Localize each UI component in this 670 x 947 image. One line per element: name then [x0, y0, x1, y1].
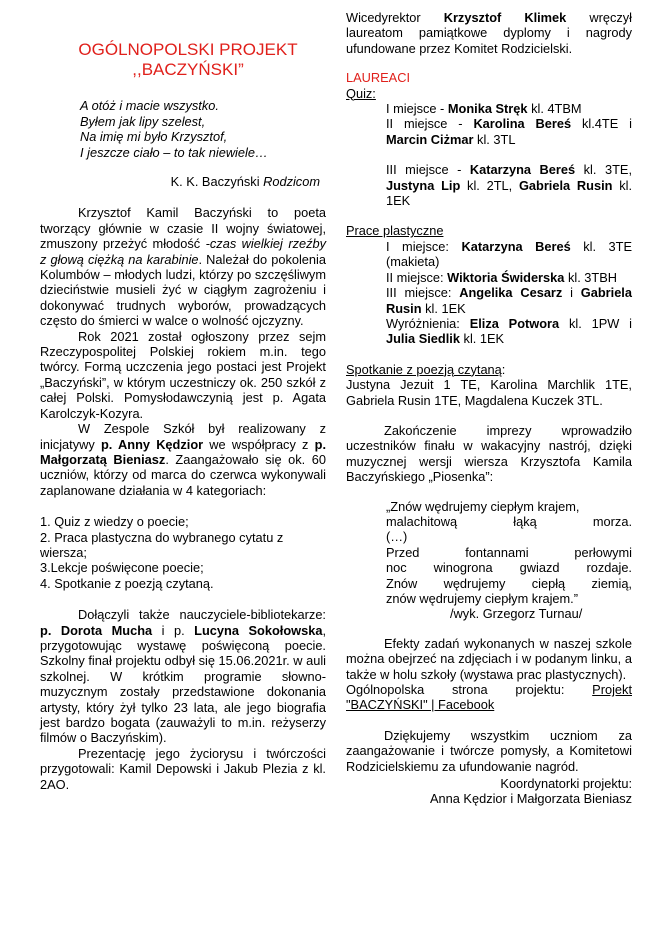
laureates-heading: LAUREACI — [346, 70, 411, 86]
paragraph-finale: Zakończenie imprezy wprowadziło uczestników finału w wakacyjny nastrój, dzięki muzycznej wersji wiersza Krzysztofa Kamila Baczyńskiego „Piosenka”: — [346, 422, 632, 485]
quiz-results — [386, 101, 632, 208]
song-line: Przed fontannami perłowymi — [386, 544, 632, 560]
text-run: we współpracy z — [203, 436, 315, 452]
art-place-3: III miejsce: Angelika Cesarz i Gabriela Rusin kl. 1EK — [386, 285, 632, 316]
meeting-participants: Justyna Jezuit 1 TE, Karolina Marchlik 1TE, Gabriela Rusin 1TE, Magdalena Kuczek 3TL. — [346, 377, 632, 408]
text-run: . Należał do pokolenia Kolumbów – młodych ludzi, którzy po szczęśliwym dzieciństwie musieli żyć w ciągłym zagrożeniu i dokonywać trudnych wyborów, prowadzących często do śmierci w walce o wolność ojczyzny. — [40, 251, 326, 329]
text-run: wręczył laureatom pamiątkowe dyplomy i nagrody ufundowane przez Komitet Rodzicielski. — [346, 10, 632, 56]
category-item: 2. Praca plastyczna do wybranego cytatu z wiersza; — [40, 529, 284, 560]
coordinators-title: Koordynatorki projektu: — [500, 776, 632, 792]
title-line-1: OGÓLNOPOLSKI PROJEKT — [78, 40, 298, 59]
title-line-2: ,,BACZYŃSKI” — [132, 60, 244, 79]
art-distinctions: Wyróżnienia: Eliza Potwora kl. 1PW i Julia Siedlik kl. 1EK — [386, 315, 632, 347]
poem-line: I jeszcze ciało – to tak niewiele… — [80, 144, 268, 160]
paragraph-presentation: Prezentację jego życiorysu i twórczości przygotowali: Kamil Depowski i Jakub Plezia z kl. 2AO. — [40, 745, 326, 792]
quiz-heading: Quiz: — [346, 85, 376, 101]
quiz-place-3: III miejsce - Katarzyna Bereś kl. 3TE, Justyna Lip kl. 2TL, Gabriela Rusin kl. 1EK — [386, 162, 633, 209]
epigraph-signature — [40, 174, 320, 189]
song-line: znów wędrujemy ciepłym krajem.” — [386, 591, 579, 606]
art-place-2: II miejsce: Wiktoria Świderska kl. 3TBH — [386, 269, 618, 285]
text-run: Wicedyrektor — [346, 10, 444, 25]
paragraph-intro — [40, 205, 326, 328]
paragraph-thanks: Dziękujemy wszystkim uczniom za zaangażowanie i twórcze pomysły, a Komitetowi Rodzicielskiemu za ufundowanie nagród. — [346, 727, 632, 774]
right-column — [346, 10, 632, 807]
left-column — [40, 40, 326, 792]
bold-name: p. Dorota Mucha — [40, 622, 153, 638]
signature-work: Rodzicom — [263, 174, 320, 189]
poem-line: Byłem jak lipy szelest, — [80, 113, 206, 129]
song-line: malachitową łąką morza. — [386, 513, 632, 529]
art-place-1: I miejsce: Katarzyna Bereś kl. 3TE (makieta) — [386, 238, 632, 270]
facebook-link[interactable]: Projekt "BACZYŃSKI" | Facebook — [346, 682, 632, 713]
project-website: Ogólnopolska strona projektu: Projekt "BACZYŃSKI" | Facebook — [346, 682, 632, 713]
signature-author: K. K. Baczyński — [170, 174, 264, 189]
category-list — [40, 514, 326, 591]
quiz-place-2: II miejsce - Karolina Bereś kl.4TE i Marcin Ciżmar kl. 3TL — [386, 116, 633, 147]
paragraph-year: Rok 2021 został ogłoszony przez sejm Rzeczypospolitej Polskiej rokiem m.in. tego twórcy. Formą uczczenia jego postaci jest Projekt „Baczyński”, w którym uczestniczy ok. 250 szkół z całej Polski. Pomysłodawczynią jest p. Agata Karolczyk-Kozyra. — [40, 328, 326, 421]
song-line: „Znów wędrujemy ciepłym krajem, — [386, 498, 580, 514]
article-title — [50, 40, 326, 80]
text-run: W Zespole Szkół był realizowany z inicjatywy — [40, 421, 326, 452]
text-run: . Zaangażowało się ok. 60 uczniów, którzy od marca do czerwca wykonywali zaplanowane działania w 4 kategoriach: — [40, 451, 326, 498]
poem-line: Na imię mi było Krzysztof, — [80, 129, 228, 144]
poem-line: A otóż i macie wszystko. — [80, 98, 219, 113]
song-line: (…) — [386, 529, 408, 545]
italic-quote: -czas wielkiej rzeźby z głową ciężką na karabinie — [40, 236, 327, 267]
category-item: 4. Spotkanie z poezją czytaną. — [40, 575, 214, 591]
paragraph-school — [40, 421, 326, 498]
bold-name: Krzysztof Klimek — [443, 10, 567, 25]
text-run: , przygotowując wystawę poświęconą poecie. Szkolny finał projektu odbył się 15.06.2021r. w auli szkolnej. W krótkim programie słowno-muzycznym zostały przedstawione dokonania artysty, który żył tylko 23 lata, ale jego biografia jest bardzo bogata (zauważyli to m.in. reżyserzy filmów o Baczyńskim). — [40, 622, 326, 746]
bold-name: Lucyna Sokołowska — [194, 622, 323, 638]
bold-name: p. Anny Kędzior — [100, 436, 204, 452]
category-item: 1. Quiz z wiedzy o poecie; — [40, 514, 189, 530]
paragraph-librarians — [40, 607, 326, 746]
art-heading: Prace plastyczne — [346, 223, 444, 239]
paragraph-effects: Efekty zadań wykonanych w naszej szkole można obejrzeć na zdjęciach i w podanym linku, a także w holu szkoły (wystawa prac plastycznych). — [346, 635, 632, 682]
song-author: /wyk. Grzegorz Turnau/ — [450, 606, 583, 622]
song-quote — [386, 499, 632, 622]
meeting-heading: Spotkanie z poezją czytaną: — [346, 361, 506, 377]
coordinators-names: Anna Kędzior i Małgorzata Bieniasz — [429, 791, 632, 807]
text-run: Dołączyli także nauczyciele-bibliotekarze: — [78, 607, 326, 623]
art-results — [386, 239, 632, 347]
epigraph-poem — [80, 98, 326, 160]
quiz-place-1: I miejsce - Monika Stręk kl. 4TBM — [386, 101, 582, 117]
bold-name: p. Małgorzatą Bieniasz — [40, 436, 326, 467]
text-run: i p. — [152, 622, 195, 638]
category-item: 3.Lekcje poświęcone poecie; — [40, 560, 204, 576]
song-line: noc winogrona gwiazd rozdaje. — [386, 560, 632, 576]
text-run: Krzysztof Kamil Baczyński to poeta tworzący głównie w czasie II wojny światowej, zmuszony przeżyć młodość — [40, 205, 326, 252]
paragraph-awards — [346, 10, 632, 56]
song-line: Znów wędrujemy ciepłą ziemią, — [386, 575, 632, 591]
